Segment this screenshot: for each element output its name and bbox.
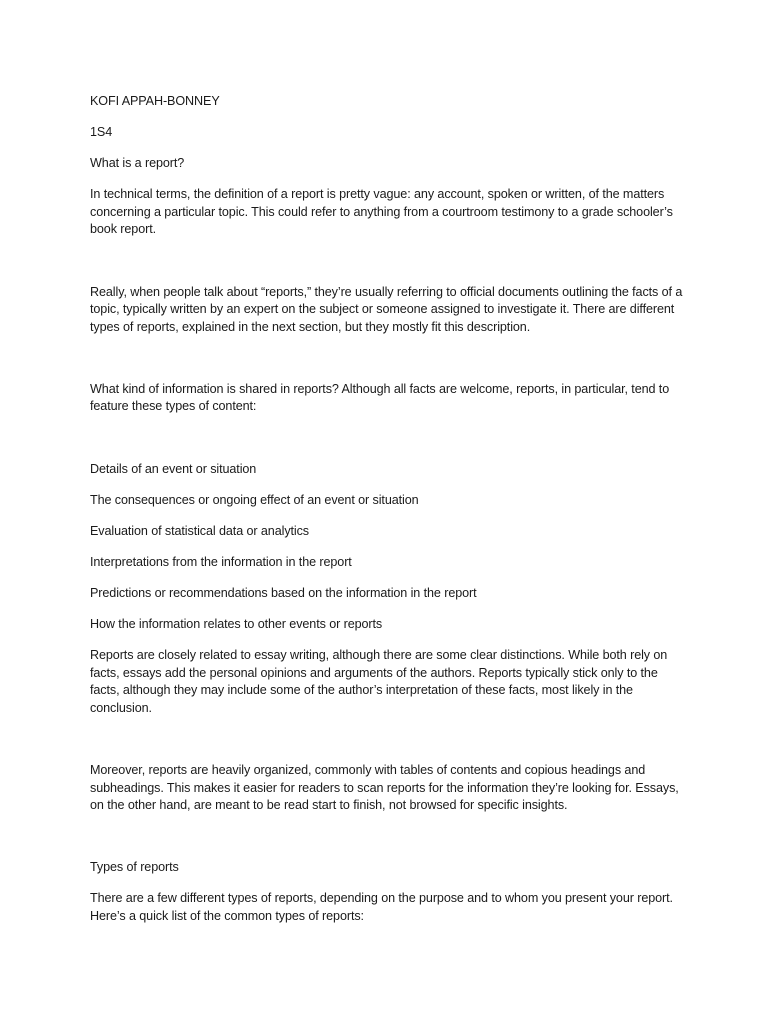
- document-body: [90, 93, 686, 926]
- paragraph-definition: In technical terms, the definition of a report is pretty vague: any account, spoken or written, of the matters concerning a particular topic. This could refer to anything from a courtroom testimony to a grade schooler’s book report.: [90, 187, 673, 237]
- heading-what-is-a-report: What is a report?: [90, 156, 185, 171]
- paragraph-essay-comparison: Reports are closely related to essay writing, although there are some clear distinctions. While both rely on facts, essays add the personal opinions and arguments of the authors. Reports typically stick only to the facts, although they may include some of the author’s interpretation of these facts, most likely in the conclusion.: [90, 648, 668, 715]
- class-code: 1S4: [90, 125, 113, 140]
- list-item: Evaluation of statistical data or analytics: [90, 523, 310, 538]
- list-item: How the information relates to other events or reports: [90, 617, 383, 631]
- paragraph-types-intro: There are a few different types of reports, depending on the purpose and to whom you present your report. Here’s a quick list of the common types of reports:: [90, 891, 673, 923]
- author-name: KOFI APPAH-BONNEY: [90, 94, 220, 108]
- paragraph-organization: Moreover, reports are heavily organized, commonly with tables of contents and copious headings and subheadings. This makes it easier for readers to scan reports for the information they’re looking for. Essays, on the other hand, are meant to be read start to finish, not browsed for specific insights.: [90, 762, 679, 813]
- list-item: Details of an event or situation: [90, 461, 257, 476]
- paragraph-official-documents: Really, when people talk about “reports,” they’re usually referring to official documents outlining the facts of a topic, typically written by an expert on the subject or someone assigned to investigate it. There are different types of reports, explained in the next section, but they mostly fit this description.: [90, 284, 683, 334]
- list-item: The consequences or ongoing effect of an event or situation: [90, 492, 419, 507]
- heading-types-of-reports: Types of reports: [90, 860, 179, 875]
- list-item: Interpretations from the information in the report: [90, 554, 352, 569]
- paragraph-information-shared: What kind of information is shared in reports? Although all facts are welcome, reports, in particular, tend to feature these types of content:: [90, 381, 670, 414]
- list-item: Predictions or recommendations based on the information in the report: [90, 585, 477, 600]
